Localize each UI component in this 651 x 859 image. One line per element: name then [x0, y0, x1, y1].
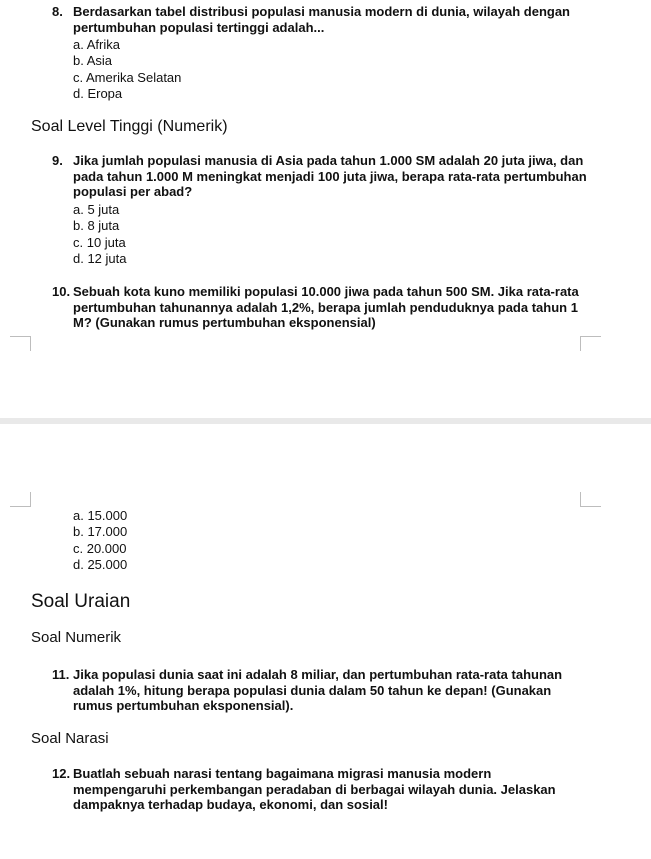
- option-a: a. Afrika: [73, 37, 120, 52]
- option-a: a. 15.000: [73, 508, 128, 523]
- question-number: 11.: [52, 667, 70, 682]
- question-text: Jika populasi dunia saat ini adalah 8 miliar, dan pertumbuhan rata-rata tahunan adalah 1%, hitung berapa populasi dunia dalam 50 tahun ke depan! (Gunakan rumus pertumbuhan eksponensial).: [73, 667, 563, 713]
- margin-corner-marker: [580, 492, 601, 507]
- question-text: Buatlah sebuah narasi tentang bagaimana migrasi manusia modern mempengaruhi perkembangan peradaban di berbagai wilayah dunia. Jelaskan dampaknya terhadap budaya, ekonomi, dan sosial!: [73, 766, 556, 812]
- margin-corner-marker: [580, 336, 601, 351]
- subsection-heading: Soal Narasi: [31, 730, 109, 747]
- option-c: c. 20.000: [73, 540, 127, 556]
- question-11: [52, 667, 587, 714]
- question-12: [52, 766, 582, 813]
- question-number: 8.: [52, 4, 63, 19]
- option-b: b. 17.000: [73, 524, 128, 540]
- margin-corner-marker: [10, 492, 31, 507]
- margin-corner-marker: [10, 336, 31, 351]
- question-10-options: [73, 508, 127, 573]
- option-c: c. 10 juta: [73, 234, 126, 250]
- option-b: b. 8 juta: [73, 218, 120, 234]
- question-text: Berdasarkan tabel distribusi populasi manusia modern di dunia, wilayah dengan pertumbuhan populasi tertinggi adalah...: [73, 4, 571, 35]
- section-heading: Soal Uraian: [31, 591, 131, 612]
- question-number: 10.: [52, 284, 71, 299]
- question-8-options: [73, 37, 181, 102]
- question-text: Sebuah kota kuno memiliki populasi 10.000 jiwa pada tahun 500 SM. Jika rata-rata pertumbuhan tahunannya adalah 1,2%, berapa jumlah penduduknya pada tahun 1 M? (Gunakan rumus pertumbuhan eksponensial): [73, 284, 579, 330]
- subsection-heading: Soal Numerik: [31, 629, 122, 646]
- question-text: Jika jumlah populasi manusia di Asia pada tahun 1.000 SM adalah 20 juta jiwa, dan pada tahun 1.000 M meningkat menjadi 100 juta jiwa, berapa rata-rata pertumbuhan populasi per abad?: [73, 153, 587, 199]
- option-d: d. 25.000: [73, 556, 128, 572]
- option-d: d. 12 juta: [73, 250, 127, 266]
- question-10: [52, 284, 582, 331]
- question-8: [52, 4, 592, 35]
- question-9: [52, 153, 587, 200]
- option-a: a. 5 juta: [73, 202, 120, 217]
- question-number: 12.: [52, 766, 71, 781]
- question-9-options: [73, 202, 127, 267]
- question-number: 9.: [52, 153, 63, 168]
- section-heading: Soal Level Tinggi (Numerik): [31, 118, 228, 135]
- option-d: d. Eropa: [73, 85, 123, 101]
- option-b: b. Asia: [73, 53, 113, 69]
- option-c: c. Amerika Selatan: [73, 69, 182, 85]
